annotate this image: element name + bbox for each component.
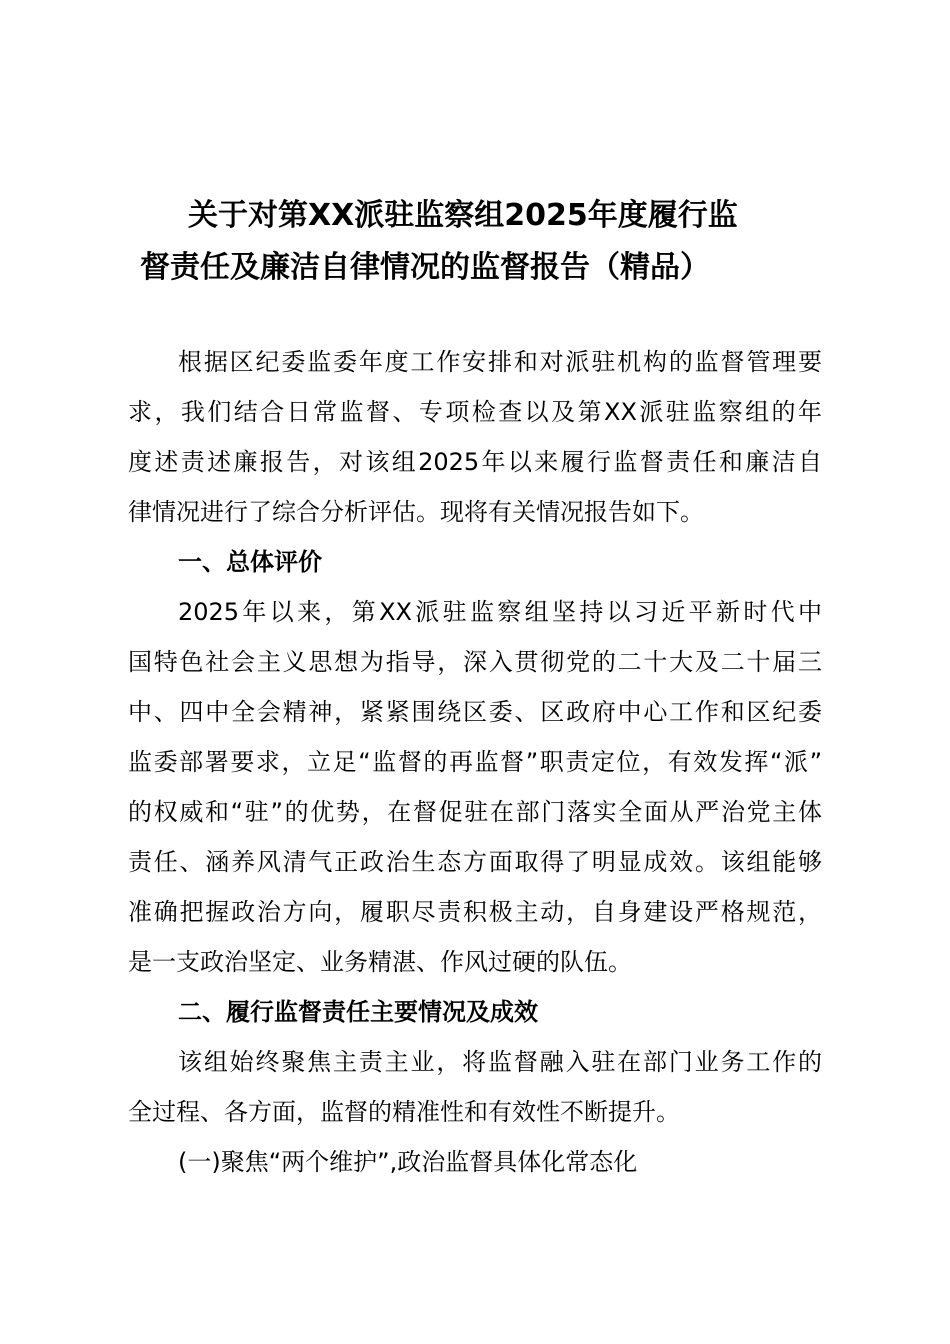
paragraph-line: 根据区纪委监委年度工作安排和对派驻机构的监督管理要 [178,348,822,376]
section-heading: 二、履行监督责任主要情况及成效 [178,998,538,1026]
title-line: 关于对第XX派驻监察组2025年度履行监 [188,198,738,233]
paragraph-line: 国特色社会主义思想为指导，深入贯彻党的二十大及二十届三 [128,648,822,676]
document-title [140,190,830,294]
paragraph-line: 2025年以来，第XX派驻监察组坚持以习近平新时代中 [178,598,822,626]
paragraph-line: 责任、涵养风清气正政治生态方面取得了明显成效。该组能够 [128,848,822,876]
paragraph-line: 求，我们结合日常监督、专项检查以及第XX派驻监察组的年 [128,398,822,426]
paragraph-line: 度述责述廉报告，对该组2025年以来履行监督责任和廉洁自 [128,448,822,476]
paragraph-line: 准确把握政治方向，履职尽责积极主动，自身建设严格规范， [128,898,822,926]
section-heading: 一、总体评价 [178,548,322,576]
paragraph-line: 中、四中全会精神，紧紧围绕区委、区政府中心工作和区纪委 [128,698,822,726]
paragraph-line: 该组始终聚焦主责主业，将监督融入驻在部门业务工作的 [178,1048,822,1076]
document-body [128,337,822,1187]
paragraph-line: 的权威和“驻”的优势，在督促驻在部门落实全面从严治党主体 [128,798,822,826]
paragraph-line: 律情况进行了综合分析评估。现将有关情况报告如下。 [128,498,704,526]
paragraph-line: 监委部署要求，立足“监督的再监督”职责定位，有效发挥“派” [128,748,822,776]
title-line: 督责任及廉洁自律情况的监督报告（精品） [140,250,710,285]
paragraph-line: 是一支政治坚定、业务精湛、作风过硬的队伍。 [128,948,632,976]
paragraph-line: 全过程、各方面，监督的精准性和有效性不断提升。 [128,1098,680,1126]
subsection-heading: (一)聚焦“两个维护”,政治监督具体化常态化 [178,1148,638,1176]
